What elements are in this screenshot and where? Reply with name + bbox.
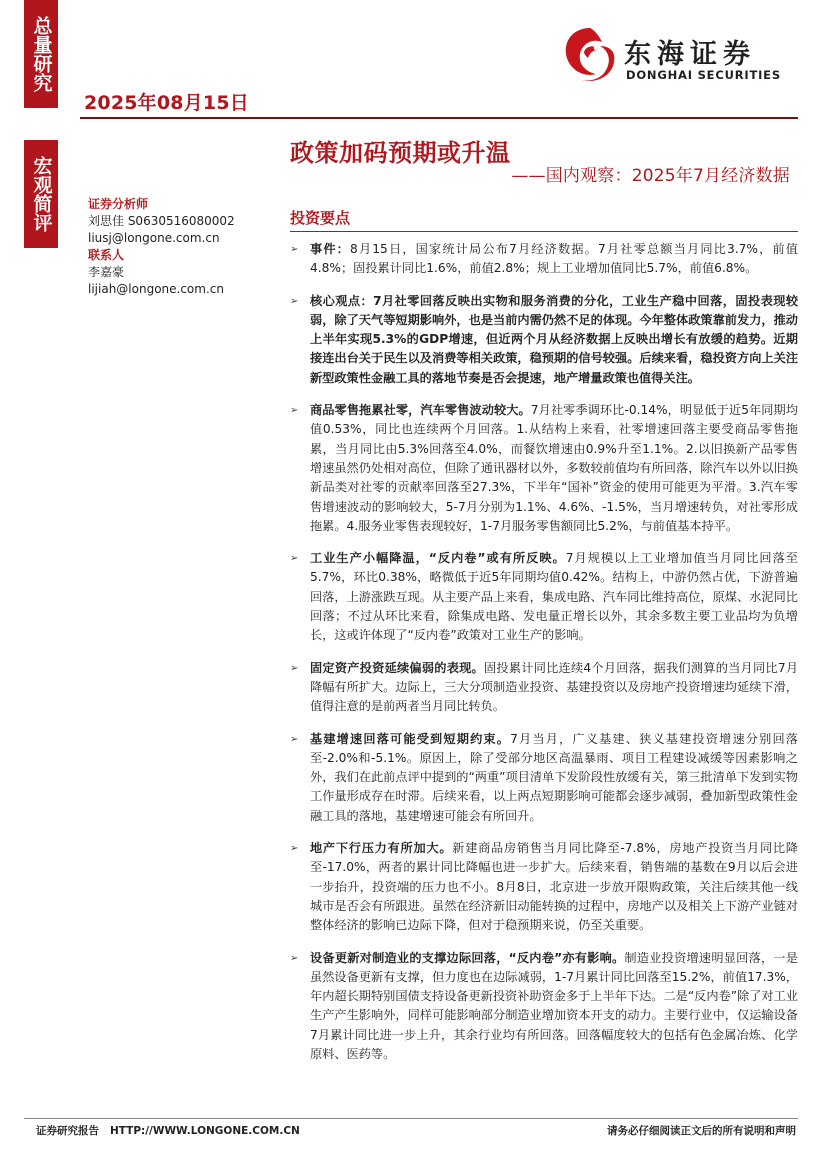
bullet-body: 8月15日，国家统计局公布7月经济数据。7月社零总额当月同比3.7%，前值4.8%；固投累计同比1.6%，前值2.8%；规上工业增加值同比5.7%，前值6.8%。	[310, 242, 798, 276]
bullet-lead: 地产下行压力有所加大。	[310, 841, 453, 856]
section-heading: 投资要点	[290, 209, 351, 227]
side-tab-report-type: 宏观简评	[24, 140, 58, 248]
bullet-manufacturing	[290, 949, 798, 1065]
contact-name: 李嘉豪	[88, 265, 125, 279]
contact-label: 联系人	[88, 248, 125, 262]
section-divider	[290, 231, 798, 232]
bullet-real-estate	[290, 839, 798, 935]
bullet-fixed-investment	[290, 659, 798, 717]
arrow-bullet-icon: ➢	[290, 733, 299, 745]
logo-english-name: DONGHAI SECURITIES	[626, 68, 781, 82]
report-subtitle: ——国内观察：2025年7月经济数据	[511, 166, 790, 186]
footer-divider	[24, 1118, 798, 1119]
footer-website[interactable]: 证券研究报告 HTTP://WWW.LONGONE.COM.CN	[36, 1125, 300, 1137]
bullet-lead: 核心观点：	[310, 293, 374, 308]
analyst-label: 证券分析师	[88, 197, 149, 211]
bullet-body: 7月社零回落反映出实物和服务消费的分化，工业生产稳中回落，固投表现较弱，除了天气等短期影响外，也是当前内需仍然不足的体现。今年整体政策靠前发力，推动上半年实现5.3%的GDP增速，但近两个月从经济数据上反映出增长有放缓的趋势。近期接连出台关于民生以及消费等相关政策，稳预期的信号较强。后续来看，稳投资方向上关注新型政策性金融工具的落地节奏是否会提速，地产增量政策也值得关注。	[310, 293, 799, 385]
bullet-lead: 设备更新对制造业的支撑边际回落，“反内卷”亦有影响。	[310, 950, 625, 965]
report-date: 2025年08月15日	[84, 92, 249, 114]
logo-chinese-name: 东海证券	[624, 39, 756, 70]
bullet-body: 制造业投资增速明显回落，一是虽然设备更新有支撑，但力度也在边际减弱，1-7月累计同比回落至15.2%，前值17.3%，年内超长期特别国债支持设备更新投资补助资金多于上半年下达。二是“反内卷”除了对工业生产产生影响外，同样可能影响部分制造业增加资本开支的动力。主要行业中，仅运输设备7月累计同比进一步上升，其余行业均有所回落。回落幅度较大的包括有色金属冶炼、化学原料、医药等。	[310, 950, 798, 1061]
bullet-body: 7月社零季调环比-0.14%，明显低于近5年同期均值0.53%，同比也连续两个月回落。1.从结构上来看，社零增速回落主要受商品零售拖累，当月同比由5.3%回落至4.0%，而餐饮增速由0.9%升至1.1%。2.以旧换新产品零售增速虽然仍处相对高位，但除了通讯器材以外，多数较前值均有所回落，除汽车以外以旧换新品类对社零的贡献率回落至27.3%，下半年“国补”资金的使用可能更为平滑。3.汽车零售增速波动的影响较大，5-7月分别为1.1%、4.6%、-1.5%，当月增速转负，对社零形成拖累。4.服务业零售表现较好，1-7月服务零售额同比5.2%，与前值基本持平。	[310, 403, 799, 533]
header-divider	[80, 117, 798, 119]
bullet-lead: 事件：	[310, 242, 351, 256]
analyst-email[interactable]: liusj@longone.com.cn	[88, 231, 220, 245]
bullet-lead: 商品零售拖累社零，汽车零售波动较大。	[310, 403, 531, 418]
bullet-lead: 工业生产小幅降温，“反内卷”或有所反映。	[310, 551, 566, 566]
arrow-bullet-icon: ➢	[290, 553, 299, 565]
analyst-name: 刘思佳 S0630516080002	[88, 214, 235, 228]
arrow-bullet-icon: ➢	[290, 952, 299, 964]
bullet-body: 固投累计同比连续4个月回落，据我们测算的当月同比7月降幅有所扩大。边际上，三大分项制造业投资、基建投资以及房地产投资增速均延续下滑，值得注意的是前两者当月同比转负。	[310, 660, 799, 714]
arrow-bullet-icon: ➢	[290, 244, 299, 255]
bullet-lead: 固定资产投资延续偏弱的表现。	[310, 660, 484, 675]
bullet-infrastructure	[290, 730, 798, 826]
bullet-retail	[290, 401, 798, 536]
bullet-lead: 基建增速回落可能受到短期约束。	[310, 731, 511, 746]
bullet-industry	[290, 549, 798, 645]
report-title: 政策加码预期或升温	[290, 139, 511, 167]
bullet-body: 7月当月，广义基建、狭义基建投资增速分别回落至-2.0%和-5.1%。原因上，除了受部分地区高温暴雨、项目工程建设减缓等因素影响之外，我们在此前点评中提到的“两重”项目清单下发阶段性放缓有关，第三批清单下发到实物工作量形成存在时滞。后续来看，以上两点短期影响可能都会逐步减弱，叠加新型政策性金融工具的落地，基建增速可能会有所回升。	[310, 731, 798, 823]
donghai-phoenix-logo-icon	[556, 22, 620, 88]
arrow-bullet-icon: ➢	[290, 405, 299, 417]
footer-disclaimer: 请务必仔细阅读正文后的所有说明和声明	[607, 1125, 796, 1137]
bullet-event	[290, 240, 798, 279]
bullet-body: 新建商品房销售当月同比降至-7.8%，房地产投资当月同比降至-17.0%，两者的累计同比降幅也进一步扩大。后续来看，销售端的基数在9月以后会进一步抬升，投资端的压力也不小。8月8日，北京进一步放开限购政策，关注后续其他一线城市是否会有所跟进。虽然在经济新旧动能转换的过程中，房地产以及相关上下游产业链对整体经济的影响已边际下降，但对于稳预期来说，仍至关重要。	[310, 841, 798, 933]
arrow-bullet-icon: ➢	[290, 662, 299, 674]
bullet-core-view	[290, 292, 798, 388]
analyst-block	[88, 196, 235, 298]
side-tab-research-type: 总量研究	[24, 0, 58, 108]
arrow-bullet-icon: ➢	[290, 843, 299, 855]
key-points-list	[290, 240, 798, 1077]
bullet-body: 7月规模以上工业增加值当月同比回落至5.7%，环比0.38%，略微低于近5年同期均值0.42%。结构上，中游仍然占优，下游普遍回落，上游涨跌互现。从主要产品上来看，集成电路、汽车同比维持高位，原煤、水泥同比回落；不过从环比来看，除集成电路、发电量正增长以外，其余多数主要工业品均为负增长，这或许体现了“反内卷”政策对工业生产的影响。	[310, 551, 798, 643]
arrow-bullet-icon: ➢	[290, 295, 299, 307]
contact-email[interactable]: lijiah@longone.com.cn	[88, 282, 224, 296]
